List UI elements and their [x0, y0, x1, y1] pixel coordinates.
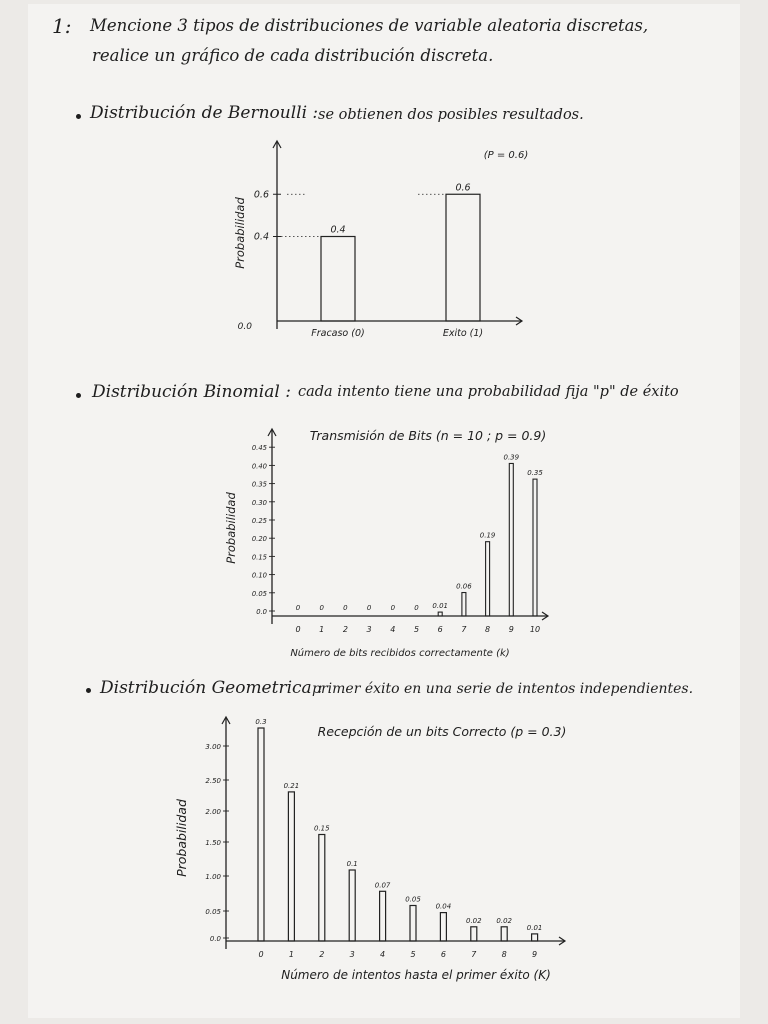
chart-1-origin-label: 0.0: [237, 322, 252, 332]
chart-2-ytick-label-7: 0.35: [251, 480, 267, 489]
chart-2-bar-8: [486, 542, 490, 616]
chart-3-title: Recepción de un bits Correcto (p = 0.3): [317, 724, 567, 739]
chart-2-ytick-label-8: 0.40: [251, 462, 267, 471]
chart-2-bar-7: [462, 593, 466, 616]
chart-2-category-0: 0: [295, 625, 301, 634]
chart-3-bar-5: [410, 906, 416, 942]
chart-2-category-6: 6: [437, 625, 443, 634]
section-2-name: Distribución Binomial :: [92, 382, 291, 402]
chart-3-ytick-label-0: 0.0: [209, 935, 221, 943]
chart-2-ytick-label-6: 0.30: [251, 498, 267, 507]
chart-2-category-10: 10: [529, 625, 541, 634]
chart-3-ytick-label-1: 0.05: [205, 908, 221, 916]
chart-2-ytick-label-4: 0.20: [251, 535, 267, 544]
chart-2-value-label-7: 0.06: [456, 582, 472, 591]
chart-3-bar-8: [501, 927, 507, 941]
chart-2-category-9: 9: [508, 625, 514, 634]
chart-2-category-4: 4: [390, 625, 396, 634]
section-2-description: cada intento tiene una probabilidad fija "p" de éxito: [298, 384, 679, 400]
chart-3-value-label-5: 0.05: [405, 895, 421, 904]
chart-1-value-label-1: 0.6: [455, 182, 471, 194]
chart-1-category-0: Fracaso (0): [311, 328, 365, 339]
chart-2-bar-9: [509, 463, 513, 616]
chart-2-value-label-2: 0: [343, 604, 348, 612]
chart-3-category-9: 9: [532, 950, 538, 959]
chart-2-category-7: 7: [461, 625, 467, 634]
chart-2-ytick-label-3: 0.15: [251, 553, 267, 562]
chart-2-value-label-4: 0: [390, 604, 396, 612]
chart-3-bar-4: [380, 891, 386, 941]
chart-3-bar-7: [471, 927, 477, 941]
section-1-name: Distribución de Bernoulli :: [90, 103, 319, 123]
chart-3-category-7: 7: [471, 950, 477, 959]
chart-2-category-2: 2: [342, 625, 348, 634]
chart-2-ytick-label-5: 0.25: [251, 517, 267, 525]
chart-3-value-label-8: 0.02: [496, 916, 512, 925]
chart-3-y-label: Probabilidad: [174, 799, 189, 877]
chart-3-value-label-6: 0.04: [435, 902, 452, 911]
chart-3-value-label-7: 0.02: [466, 916, 482, 925]
chart-3-bar-6: [440, 913, 446, 941]
section-3-description: primer éxito en una serie de intentos independientes.: [312, 681, 694, 697]
chart-2-value-label-0: 0: [295, 604, 301, 612]
chart-3-value-label-0: 0.3: [255, 718, 267, 726]
chart-3-x-label: Número de intentos hasta el primer éxito (K): [281, 968, 551, 982]
chart-3-category-2: 2: [319, 950, 325, 959]
question-number: 1:: [52, 14, 72, 38]
chart-2-value-label-3: 0: [366, 604, 372, 612]
chart-1-bar-1: [446, 194, 480, 321]
chart-2-title: Transmisión de Bits (n = 10 ; p = 0.9): [309, 428, 547, 443]
chart-2-value-label-6: 0.01: [432, 602, 448, 611]
chart-2-value-label-5: 0: [414, 604, 419, 612]
chart-2-value-label-8: 0.19: [479, 531, 496, 540]
chart-2-value-label-1: 0: [319, 604, 324, 612]
chart-3-category-1: 1: [288, 950, 294, 959]
chart-1-annotation: (P = 0.6): [483, 150, 529, 161]
chart-2-value-label-9: 0.39: [503, 453, 520, 462]
chart-1-category-1: Exito (1): [442, 328, 484, 339]
chart-2-bar-10: [533, 479, 537, 616]
chart-2-ytick-label-2: 0.10: [251, 571, 267, 580]
chart-1-y-label: Probabilidad: [233, 197, 247, 269]
chart-3-category-4: 4: [380, 950, 386, 959]
chart-3-category-5: 5: [410, 950, 416, 959]
chart-2-category-1: 1: [319, 625, 325, 634]
chart-3-category-0: 0: [258, 950, 264, 959]
chart-3-value-label-3: 0.1: [346, 860, 358, 868]
chart-3-ytick-label-2: 1.00: [205, 873, 221, 881]
chart-2-category-5: 5: [413, 625, 420, 634]
chart-3-bar-2: [319, 835, 325, 942]
chart-3-ytick-label-5: 2.50: [205, 777, 221, 785]
chart-2-x-label: Número de bits recibidos correctamente (k): [290, 648, 510, 659]
chart-3-value-label-2: 0.15: [314, 824, 330, 833]
section-1-description: se obtienen dos posibles resultados.: [318, 107, 584, 123]
chart-3-value-label-4: 0.07: [374, 881, 391, 890]
chart-3-category-3: 3: [349, 950, 355, 959]
chart-1-ytick-label-1: 0.6: [253, 189, 269, 201]
section-3-name: Distribución Geometrica :: [100, 678, 323, 698]
chart-1-bar-0: [321, 237, 355, 322]
chart-1-value-label-0: 0.4: [330, 224, 346, 236]
chart-3-bar-9: [532, 934, 538, 941]
chart-1-ytick-label-0: 0.4: [253, 231, 269, 243]
chart-3-value-label-1: 0.21: [283, 781, 300, 790]
chart-2-ytick-label-0: 0.0: [256, 608, 267, 616]
chart-3-bar-3: [349, 870, 355, 941]
chart-3-value-label-9: 0.01: [526, 923, 543, 932]
chart-2-value-label-10: 0.35: [527, 469, 543, 478]
chart-3-category-6: 6: [440, 950, 446, 959]
chart-2-category-3: 3: [366, 625, 372, 634]
chart-2-ytick-label-1: 0.05: [251, 589, 267, 598]
chart-3-bar-1: [288, 792, 294, 941]
chart-3-ytick-label-3: 1.50: [205, 839, 221, 847]
chart-2-category-8: 8: [485, 625, 491, 634]
chart-3-ytick-label-4: 2.00: [205, 808, 221, 816]
chart-3-category-8: 8: [501, 950, 507, 959]
question-line-1: Mencione 3 tipos de distribuciones de variable aleatoria discretas,: [90, 16, 649, 35]
chart-2-y-label: Probabilidad: [224, 492, 238, 564]
question-line-2: realice un gráfico de cada distribución discreta.: [92, 46, 494, 65]
chart-2-ytick-label-9: 0.45: [251, 444, 267, 453]
chart-3-ytick-label-6: 3.00: [205, 743, 221, 751]
chart-3-bar-0: [258, 728, 264, 941]
